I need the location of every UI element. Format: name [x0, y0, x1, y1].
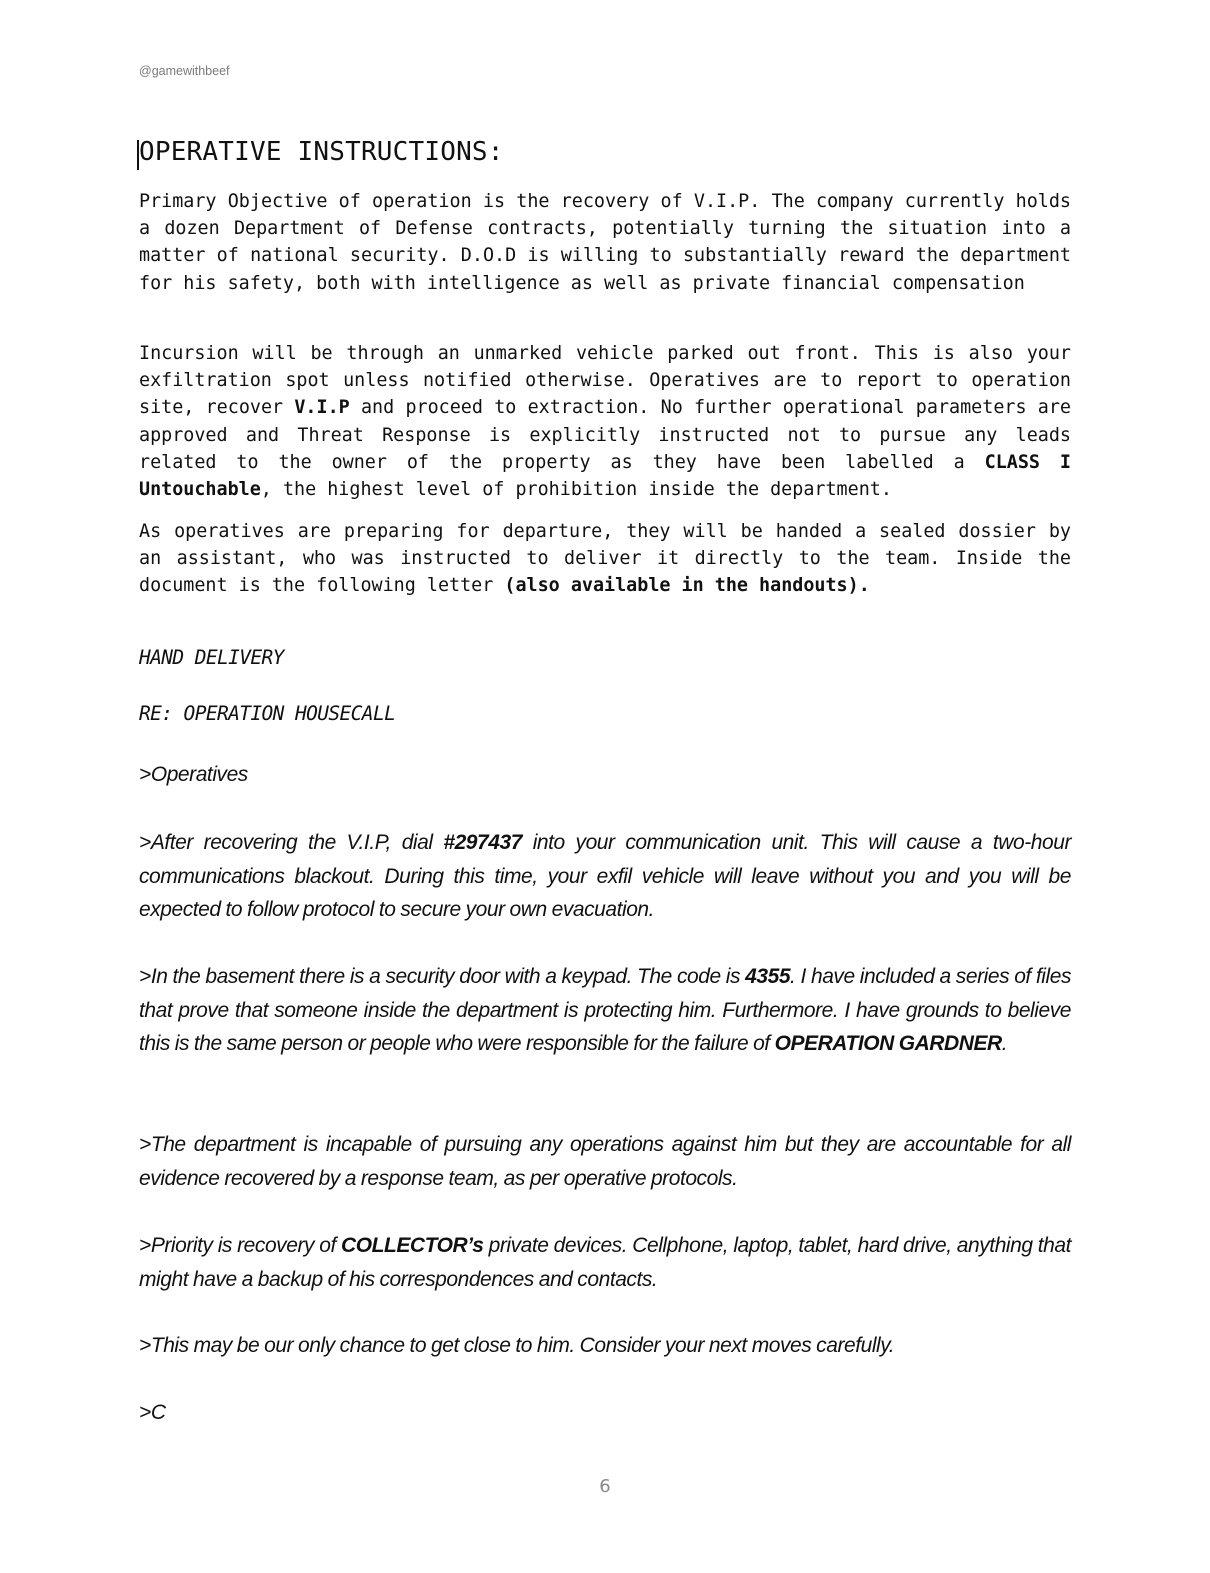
dossier-paragraph: [139, 518, 1071, 600]
text-run: and proceed to extraction. No further operational parameters are approved and Threat Response is explicitly instructed not to pursue any leads related to the owner of the property as they have been labelled a: [139, 397, 1071, 473]
incursion-paragraph: [139, 340, 1071, 503]
keypad-code-bold: 4355: [745, 965, 791, 988]
text-run: . I have included a series of files that prove that someone inside the department is protecting him. Furthermore. I have grounds to believe this is the same person or people who were responsible for the failure of: [139, 965, 1071, 1055]
letter-paragraph-closing: >This may be our only chance to get close to him. Consider your next moves carefully.: [139, 1334, 895, 1357]
letter-greeting: >Operatives: [139, 763, 248, 786]
text-run: private devices. Cellphone, laptop, tablet, hard drive, anything that might have a backup of his correspondences and contacts.: [139, 1234, 1071, 1291]
text-run: .: [1001, 1032, 1008, 1055]
page-number: 6: [599, 1476, 611, 1497]
letter-signature: >C: [139, 1401, 166, 1424]
handouts-note-bold: (also available in the handouts).: [504, 575, 870, 597]
text-run: into your communication unit. This will cause a two-hour communications blackout. During this time, your exfil vehicle will leave without you and you will be expected to follow protocol to secure your own evacuation.: [139, 831, 1071, 921]
objective-paragraph: Primary Objective of operation is the recovery of V.I.P. The company currently holds a dozen Department of Defense contracts, potentially turning the situation into a matter of national security. D.O.D is willing to substantially reward the department for his safety, both with intelligence as well as private financial compensation: [139, 191, 1071, 294]
text-run: , the highest level of prohibition inside the department.: [260, 479, 892, 501]
header-handle: @gamewithbeef: [139, 64, 230, 78]
text-run: As operatives are preparing for departure, they will be handed a sealed dossier by an assistant, who was instructed to deliver it directly to the team. Inside the document is the following letter: [139, 521, 1071, 597]
text-run: Incursion will be through an unmarked vehicle parked out front. This is also your exfiltration spot unless notified otherwise. Operatives are to report to operation site, recover: [139, 343, 1071, 419]
letter-delivery-line: HAND DELIVERY: [139, 646, 284, 669]
page-title: OPERATIVE INSTRUCTIONS:: [139, 137, 504, 167]
letter-paragraph-basement: [139, 960, 1071, 1061]
class-untouchable-bold: CLASS I Untouchable: [139, 451, 1071, 501]
operation-gardner-bold: OPERATION GARDNER: [774, 1032, 1002, 1055]
vip-bold: V.I.P: [294, 397, 350, 419]
text-run: >In the basement there is a security door with a keypad. The code is: [139, 965, 746, 988]
letter-paragraph-dial-code: [139, 826, 1071, 927]
text-run: >Priority is recovery of: [139, 1234, 341, 1257]
collector-bold: COLLECTOR’s: [341, 1234, 484, 1257]
text-run: >After recovering the V.I.P, dial: [139, 831, 444, 854]
letter-paragraph-priority: [139, 1229, 1071, 1296]
dial-code-bold: #297437: [443, 831, 522, 854]
letter-paragraph-department: >The department is incapable of pursuing any operations against him but they are accountable for all evidence recovered by a response team, as per operative protocols.: [139, 1133, 1071, 1190]
letter-subject-line: RE: OPERATION HOUSECALL: [139, 702, 396, 725]
